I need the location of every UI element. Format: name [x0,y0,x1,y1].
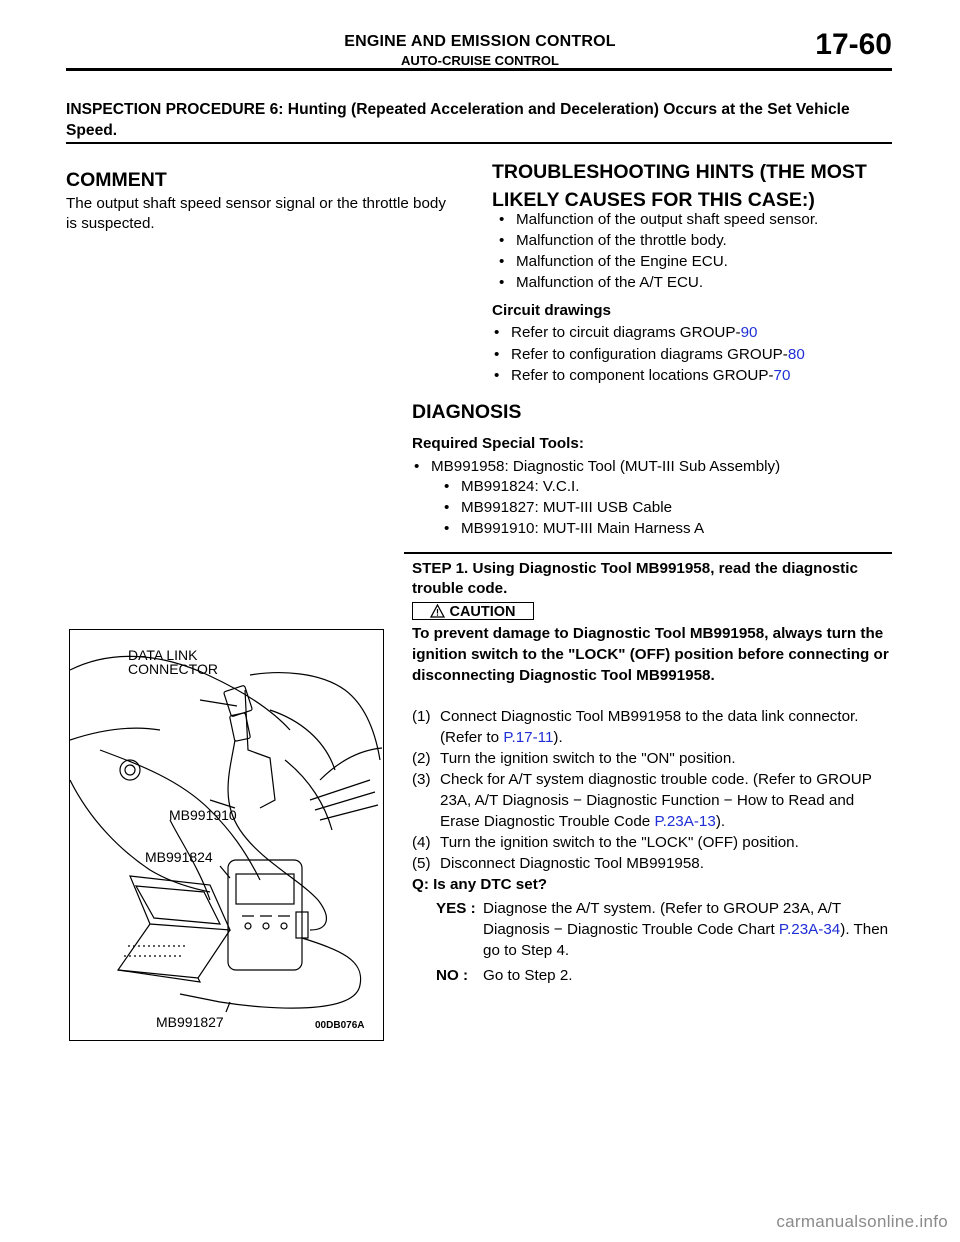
step-rule [404,552,892,554]
yes-text: Diagnose the A/T system. (Refer to GROUP 23A, A/T Diagnosis − Diagnostic Trouble Code Chart [483,900,841,938]
list-item [492,322,892,343]
step-heading: STEP 1. Using Diagnostic Tool MB991958, read the diagnostic trouble code. [412,560,858,597]
page-number: 17-60 [815,28,892,61]
group-90-link[interactable]: 90 [740,324,758,341]
step-text: Turn the ignition switch to the "ON" position. [440,750,736,767]
diagnostic-tool-illustration [70,630,383,1040]
list-item-text: Refer to component locations GROUP- [511,367,774,384]
procedure-title: INSPECTION PROCEDURE 6: Hunting (Repeated Acceleration and Deceleration) Occurs at the Set Vehicle Speed. [66,101,850,139]
troubleshooting-heading: TROUBLESHOOTING HINTS (THE MOST LIKELY CAUSES FOR THIS CASE:) [492,161,867,211]
list-item: • MB991824: V.C.I. [442,476,892,497]
circuit-drawings-list [492,322,892,387]
question: Q: Is any DTC set? [412,876,548,893]
list-item-text: Refer to circuit diagrams GROUP- [511,324,741,341]
step-text-end: ). [553,729,563,746]
list-item: • MB991958: Diagnostic Tool (MUT-III Sub Assembly) [412,456,892,477]
list-item: • MB991827: MUT-III USB Cable [442,497,892,518]
subsection-title: AUTO-CRUISE CONTROL [401,53,559,68]
caution-box [412,602,534,620]
caution-text: To prevent damage to Diagnostic Tool MB991958, always turn the ignition switch to the "LOCK" (OFF) position before connecting or disconnecting Diagnostic Tool MB991958. [412,625,889,684]
step-text: Turn the ignition switch to the "LOCK" (OFF) position. [440,834,799,851]
list-item: • Malfunction of the Engine ECU. [497,251,892,272]
list-item: • MB991910: MUT-III Main Harness A [442,518,892,539]
procedure-rule [66,142,892,144]
tool-sub-list [442,476,892,539]
warning-icon [430,604,445,623]
step-text: Check for A/T system diagnostic trouble code. (Refer to GROUP 23A, A/T Diagnosis − Diagnostic Function − How to Read and Erase Diagnostic Trouble Code [440,771,872,830]
list-item [492,365,892,386]
step-number: (1) [412,708,431,725]
step-item [412,853,896,874]
step-number: (4) [412,834,431,851]
group-80-link[interactable]: 80 [787,345,805,363]
group-70-link[interactable]: 70 [773,367,791,384]
list-item: • Malfunction of the A/T ECU. [497,272,892,293]
no-label: NO : [436,967,469,984]
step-item [412,706,896,748]
step-text: Disconnect Diagnostic Tool MB991958. [440,855,704,872]
diagnosis-heading: DIAGNOSIS [412,401,522,423]
comment-text: The output shaft speed sensor signal or the throttle body is suspected. [66,195,446,232]
list-item: • Malfunction of the output shaft speed sensor. [497,209,892,230]
list-item [492,344,892,365]
label-cable: MB991827 [156,1014,224,1030]
troubleshooting-list [497,209,892,293]
label-dlc-line1: DATA LINK [128,647,198,663]
caution-label: CAUTION [449,604,516,620]
tools-heading: Required Special Tools: [412,435,584,452]
step-number: (3) [412,771,431,788]
p23a-34-link[interactable]: P.23A-34 [778,921,841,938]
header-rule [66,68,892,71]
step-number: (2) [412,750,431,767]
p23a-13-link[interactable]: P.23A-13 [654,813,716,830]
procedure-steps [412,706,896,874]
label-harness: MB991910 [169,807,237,823]
list-item: • Malfunction of the throttle body. [497,230,892,251]
tool-main-list [412,456,892,477]
list-item-text: Refer to configuration diagrams GROUP- [511,345,788,363]
p17-11-link[interactable]: P.17-11 [503,729,554,746]
label-vci: MB991824 [145,849,213,865]
answer-yes [436,898,896,961]
yes-text-end: ). Then go to Step 4. [483,921,889,959]
diagnostic-tool-figure [69,629,384,1041]
label-dlc-line2: CONNECTOR [128,661,218,677]
step-item [412,769,896,832]
figure-id: 00DB076A [315,1020,365,1031]
no-text: Go to Step 2. [483,967,573,984]
comment-heading: COMMENT [66,169,167,191]
yes-label: YES : [436,900,476,917]
step-number: (5) [412,855,431,872]
watermark: carmanualsonline.info [776,1212,948,1231]
step-item [412,748,896,769]
step-text-end: ). [715,813,726,830]
circuit-drawings-heading: Circuit drawings [492,302,611,319]
answer-no [436,965,896,986]
section-title: ENGINE AND EMISSION CONTROL [344,33,616,50]
step-item [412,832,896,853]
step-text: Connect Diagnostic Tool MB991958 to the data link connector. (Refer to [440,708,859,746]
